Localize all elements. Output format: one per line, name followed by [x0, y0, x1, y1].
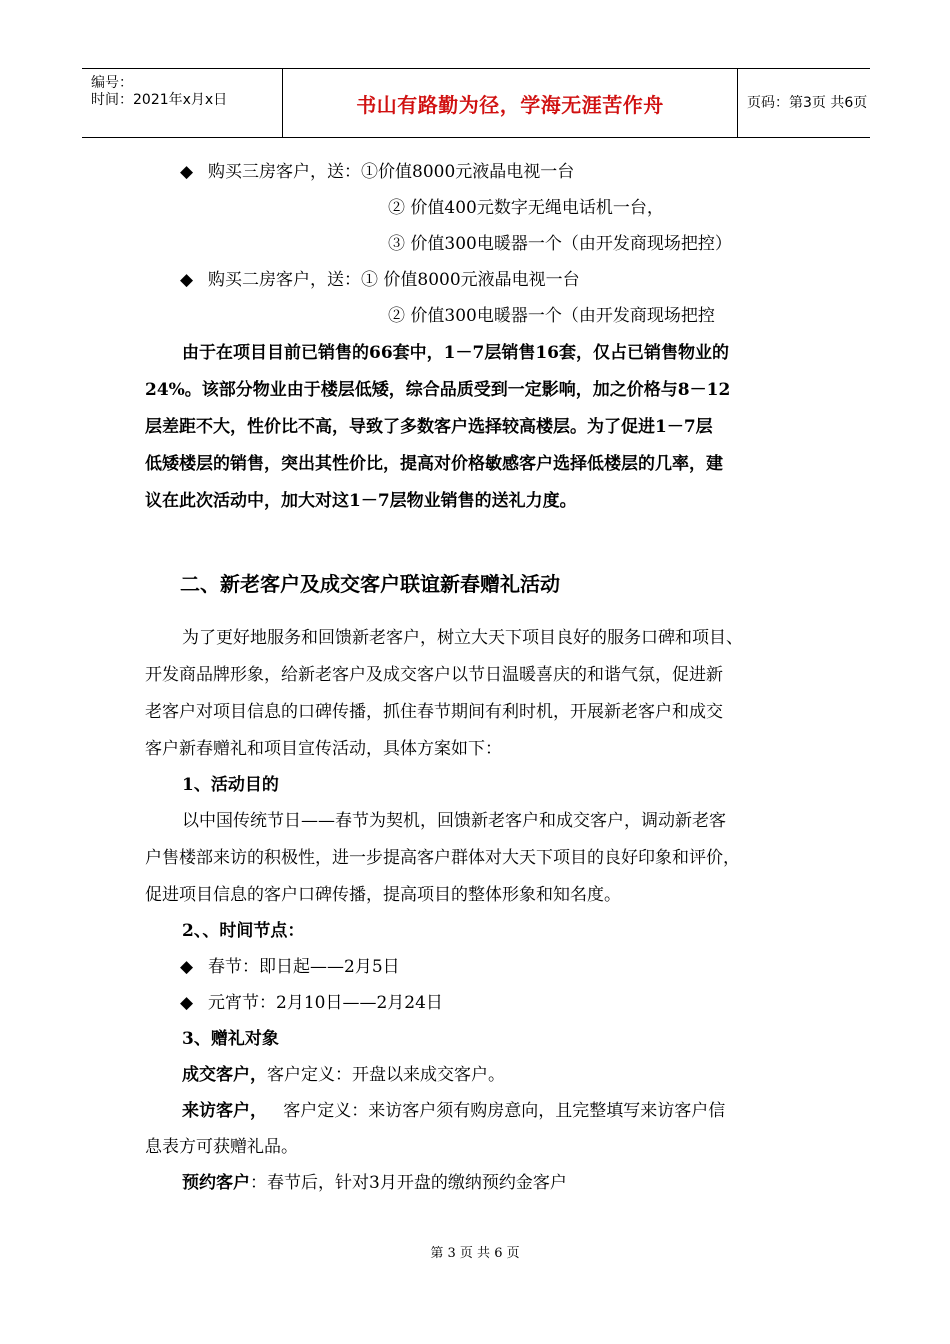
header-motto-cell [283, 69, 738, 137]
three-room-item-2: ② 价值400元数字无绳电话机一台， [388, 198, 664, 218]
target-heading: 3、赠礼对象 [182, 1029, 279, 1049]
three-room-lead: 购买三房客户，送： [208, 162, 361, 182]
intro-line: 为了更好地服务和回馈新老客户，树立大天下项目良好的服务口碑和项目、 [182, 628, 743, 648]
purpose-line: 促进项目信息的客户口碑传播，提高项目的整体形象和知名度。 [145, 885, 621, 905]
time-item [180, 955, 400, 979]
time-heading: 2、、时间节点： [182, 921, 305, 941]
three-room-gift-line [180, 160, 574, 184]
bold-paragraph-line: 层差距不大，性价比不高，导致了多数客户选择较高楼层。为了促进1－7层 [145, 417, 713, 437]
number-label: 编号： [91, 75, 133, 91]
header-page-cell [738, 69, 870, 137]
purpose-heading: 1、活动目的 [182, 775, 279, 795]
three-room-item-3: ③ 价值300电暖器一个（由开发商现场把控） [388, 234, 732, 254]
purpose-line: 以中国传统节日——春节为契机，回馈新老客户和成交客户，调动新老客 [182, 811, 726, 831]
diamond-bullet-icon: ◆ [180, 162, 194, 182]
diamond-bullet-icon: ◆ [180, 957, 194, 977]
visit-customer-line-2: 息表方可获赠礼品。 [145, 1137, 298, 1157]
bold-paragraph-line: 低矮楼层的销售，突出其性价比，提高对价格敏感客户选择低楼层的几率，建 [145, 454, 723, 474]
two-room-lead: 购买二房客户，送： [208, 270, 361, 290]
time-label: 时间：2021年x月x日 [91, 92, 228, 108]
intro-line: 开发商品牌形象，给新老客户及成交客户以节日温暖喜庆的和谐气氛，促进新 [145, 665, 723, 685]
reserve-customer-label: 预约客户 [182, 1173, 250, 1193]
page-header [82, 68, 870, 138]
visit-customer-text: 客户定义：来访客户须有购房意向，且完整填写来访客户信 [267, 1101, 726, 1121]
deal-customer-text: 客户定义：开盘以来成交客户。 [267, 1065, 505, 1085]
bold-paragraph-line: 24%。该部分物业由于楼层低矮，综合品质受到一定影响，加之价格与8－12 [145, 380, 731, 400]
reserve-customer-line [182, 1171, 567, 1195]
section-title: 二、新老客户及成交客户联谊新春赠礼活动 [180, 572, 560, 596]
intro-line: 老客户对项目信息的口碑传播，抓住春节期间有利时机，开展新老客户和成交 [145, 702, 723, 722]
visit-customer-line [182, 1099, 725, 1123]
page-number-label: 页码：第3页 共6页 [747, 95, 868, 111]
header-info-cell [82, 69, 283, 137]
deal-customer-line [182, 1063, 505, 1087]
bold-paragraph-line: 由于在项目目前已销售的66套中，1－7层销售16套，仅占已销售物业的 [182, 343, 729, 363]
time-item [180, 991, 443, 1015]
motto: 书山有路勤为径，学海无涯苦作舟 [356, 93, 664, 117]
diamond-bullet-icon: ◆ [180, 270, 194, 290]
intro-line: 客户新春赠礼和项目宣传活动，具体方案如下： [145, 739, 502, 759]
page-footer: 第 3 页 共 6 页 [430, 1246, 520, 1261]
visit-customer-label: 来访客户， [182, 1101, 267, 1121]
diamond-bullet-icon: ◆ [180, 993, 194, 1013]
two-room-gift-line [180, 268, 580, 292]
bold-paragraph-line: 议在此次活动中，加大对这1－7层物业销售的送礼力度。 [145, 491, 577, 511]
deal-customer-label: 成交客户， [182, 1065, 267, 1085]
time-item-text: 元宵节：2月10日——2月24日 [208, 993, 443, 1013]
two-room-item-2: ② 价值300电暖器一个（由开发商现场把控 [388, 306, 715, 326]
two-room-item-1: ① 价值8000元液晶电视一台 [361, 270, 580, 290]
reserve-customer-text: ：春节后，针对3月开盘的缴纳预约金客户 [250, 1173, 567, 1193]
three-room-item-1: ①价值8000元液晶电视一台 [361, 162, 575, 182]
time-item-text: 春节：即日起——2月5日 [208, 957, 400, 977]
purpose-line: 户售楼部来访的积极性，进一步提高客户群体对大天下项目的良好印象和评价， [145, 848, 740, 868]
